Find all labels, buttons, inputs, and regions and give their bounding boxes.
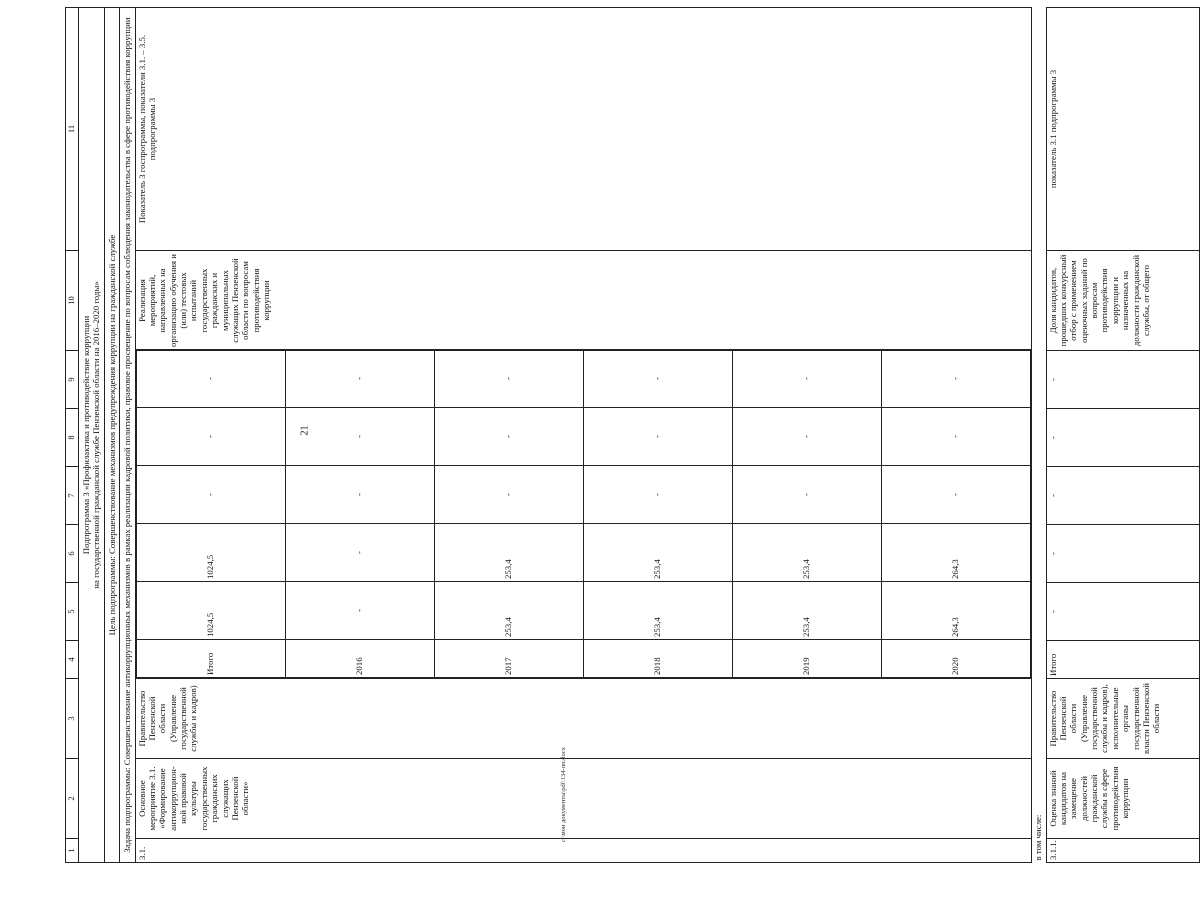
value-cell: -: [881, 408, 1030, 466]
year-cell: 2016: [285, 640, 434, 678]
including-row: [1031, 8, 1046, 863]
year-cell: 2017: [434, 640, 583, 678]
executor: Правительство Пензенской области (Управление государственной службы и кадров): [135, 679, 1031, 759]
value-cell: -: [285, 350, 434, 408]
value-cell: -: [1046, 409, 1199, 467]
value-cell: -: [434, 350, 583, 408]
subprogram-title-row: [79, 8, 105, 863]
value-cell: 253,4: [434, 582, 583, 640]
value-cell: 253,4: [732, 524, 881, 582]
subprogram-title-line2: на государственной гражданской службе Пензенской области на 2016–2020 годы»: [91, 281, 102, 589]
file-path-footer: c:\мои документы\pdf\134-пп.docx: [560, 747, 567, 842]
table-row-3-1-1: [1046, 8, 1199, 863]
value-cell: -: [1046, 467, 1199, 525]
row-number: 3.1.: [135, 839, 1031, 863]
year-cell: Итого: [1046, 641, 1199, 679]
indicator: Показатель 3 госпрограммы, показатели 3.1. – 3.5. подпрограммы 3: [135, 8, 1031, 251]
row-number: 3.1.1.: [1046, 839, 1199, 863]
funding-by-year: [135, 351, 1031, 679]
measure-name: Оценка знаний кандидатов на замещение должностей гражданской службы в сфере противодействия коррупции: [1046, 759, 1199, 839]
value-cell: -: [136, 466, 285, 524]
including-label: в том числе:: [1031, 8, 1046, 863]
value-cell: -: [434, 466, 583, 524]
indicator: показатель 3.1 подпрограммы 3: [1046, 8, 1199, 251]
year-cell: 2020: [881, 640, 1030, 678]
table-row: [732, 350, 881, 678]
table-row: [583, 350, 732, 678]
executor: Правительство Пензенской области (Управление государственной службы и кадров), исполнительные органы государственной власти Пензенской области: [1046, 679, 1199, 759]
col-num: 10: [66, 251, 79, 351]
measure-name: Основное мероприятие 3.1. «Формирование антикоррупцион-ной правовой культуры государственных гражданских служащих Пензенской области»: [135, 759, 1031, 839]
col-num: 9: [66, 351, 79, 409]
col-num: 4: [66, 641, 79, 679]
value-cell: 264,3: [881, 582, 1030, 640]
goal-row: [104, 8, 119, 863]
table-row: [434, 350, 583, 678]
subprogram-title-line1: Подпрограмма 3 «Профилактика и противодействие коррупции: [81, 315, 91, 555]
subprogram-goal: Цель подпрограммы: Совершенствование механизмов предупреждения коррупции на гражданской службе: [104, 8, 119, 863]
year-cell: Итого: [136, 640, 285, 678]
value-cell: -: [136, 408, 285, 466]
col-num: 6: [66, 525, 79, 583]
col-num: 5: [66, 583, 79, 641]
subprogram-task: Задача подпрограммы: Совершенствование антикоррупционных механизмов в рамках реализации кадровой политики, правовое просвещение по вопросам соблюдения законодательства в сфере противодействия коррупции: [120, 8, 135, 863]
value-cell: 253,4: [583, 524, 732, 582]
value-cell: -: [1046, 583, 1199, 641]
value-cell: 1024,5: [136, 582, 285, 640]
col-num: 1: [66, 839, 79, 863]
table-row-3-1: [135, 8, 1031, 863]
value-cell: -: [434, 408, 583, 466]
value-cell: 253,4: [583, 582, 732, 640]
value-cell: -: [732, 408, 881, 466]
table-row: [881, 350, 1030, 678]
value-cell: -: [285, 582, 434, 640]
col-num: 11: [66, 8, 79, 251]
value-cell: -: [1046, 525, 1199, 583]
table-row: [285, 350, 434, 678]
value-cell: -: [732, 350, 881, 408]
value-cell: 264,3: [881, 524, 1030, 582]
year-cell: 2019: [732, 640, 881, 678]
task-row: [120, 8, 135, 863]
table-row: [136, 350, 285, 678]
rotated-table-page: [65, 8, 1162, 863]
expected-result: Доля кандидатов, прошедших конкурсный отбор с применением оценочных заданий по вопросам противодействия коррупции и назначенных на должности гражданской службы, от общего: [1046, 251, 1199, 351]
value-cell: -: [285, 466, 434, 524]
column-numbers-row: [66, 8, 79, 863]
funding-table: [136, 349, 1031, 678]
value-cell: 253,4: [434, 524, 583, 582]
expected-result: Реализация мероприятий, направленных на организацию обучения и (или) тестовых испытаний государственных гражданских и муниципальных служащих Пензенской области по вопросам противодействия коррупции: [135, 251, 1031, 351]
value-cell: -: [732, 466, 881, 524]
value-cell: -: [136, 350, 285, 408]
value-cell: -: [881, 350, 1030, 408]
col-num: 8: [66, 409, 79, 467]
year-cell: 2018: [583, 640, 732, 678]
value-cell: -: [881, 466, 1030, 524]
value-cell: -: [285, 524, 434, 582]
col-num: 3: [66, 679, 79, 759]
value-cell: -: [583, 466, 732, 524]
page-number: 21: [299, 425, 311, 436]
value-cell: -: [583, 408, 732, 466]
value-cell: -: [583, 350, 732, 408]
program-table: [65, 7, 1200, 863]
col-num: 7: [66, 467, 79, 525]
col-num: 2: [66, 759, 79, 839]
subprogram-title: [79, 8, 105, 863]
value-cell: -: [285, 408, 434, 466]
value-cell: 253,4: [732, 582, 881, 640]
value-cell: -: [1046, 351, 1199, 409]
value-cell: 1024,5: [136, 524, 285, 582]
